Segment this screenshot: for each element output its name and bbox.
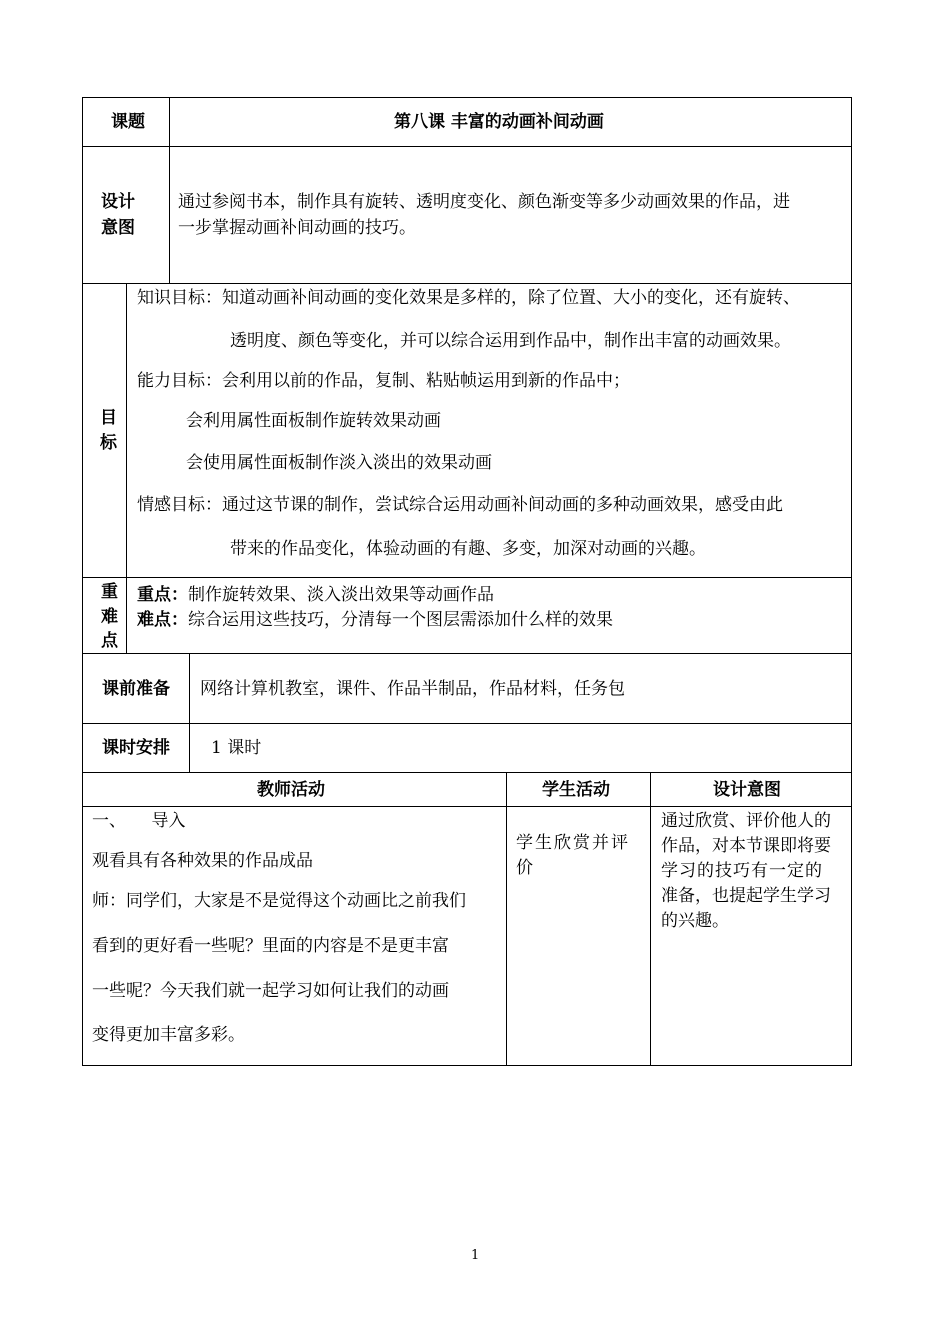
teacher-line: 一些呢？今天我们就一起学习如何让我们的动画 <box>92 981 449 1001</box>
row-divider <box>82 806 852 807</box>
ability-goal-line1: 能力目标：会利用以前的作品，复制、粘贴帧运用到新的作品中； <box>137 371 630 391</box>
row-divider <box>82 653 852 654</box>
keypoints-label-line3: 点 <box>101 631 118 651</box>
page-number: 1 <box>471 1248 480 1263</box>
col-divider <box>189 653 190 723</box>
key-point <box>137 584 494 606</box>
teacher-line: 一、 导入 <box>92 811 186 831</box>
knowledge-goal-line1: 知识目标：知道动画补间动画的变化效果是多样的，除了位置、大小的变化，还有旋转、 <box>137 288 800 308</box>
key-point-label: 重点： <box>137 585 188 605</box>
intent-line: 作品，对本节课即将要 <box>661 836 831 856</box>
col-divider <box>126 283 127 577</box>
col-divider <box>189 723 190 772</box>
teacher-line: 师：同学们，大家是不是觉得这个动画比之前我们 <box>92 891 466 911</box>
row-divider <box>82 723 852 724</box>
topic-label: 课题 <box>111 112 145 132</box>
teacher-line: 看到的更好看一些呢？里面的内容是不是更丰富 <box>92 936 449 956</box>
emotion-goal-line2: 带来的作品变化，体验动画的有趣、多变，加深对动画的兴趣。 <box>230 539 706 559</box>
student-line: 学生欣赏并评 <box>516 833 630 853</box>
preparation-label: 课前准备 <box>102 679 170 699</box>
row-divider <box>82 283 852 284</box>
keypoints-label-line2: 难 <box>101 607 118 627</box>
col-divider <box>169 146 170 283</box>
intent-line: 准备，也提起学生学习 <box>661 886 831 906</box>
emotion-goal-line1: 情感目标：通过这节课的制作，尝试综合运用动画补间动画的多种动画效果，感受由此 <box>137 495 783 515</box>
lesson-plan-table <box>82 97 852 1066</box>
student-line: 价 <box>516 858 533 878</box>
schedule-label: 课时安排 <box>102 738 170 758</box>
goals-label-line1: 目 <box>100 408 117 428</box>
intent-line: 通过欣赏、评价他人的 <box>661 811 831 831</box>
design-text-line1: 通过参阅书本，制作具有旋转、透明度变化、颜色渐变等多少动画效果的作品，进 <box>178 192 790 212</box>
teacher-line: 观看具有各种效果的作品成品 <box>92 851 313 871</box>
key-point-text: 制作旋转效果、淡入淡出效果等动画作品 <box>188 585 494 605</box>
difficulty-point-text: 综合运用这些技巧，分清每一个图层需添加什么样的效果 <box>188 610 613 630</box>
schedule-text: 1 课时 <box>211 738 262 758</box>
col-divider <box>506 772 507 1066</box>
goals-label-line2: 标 <box>100 433 117 453</box>
row-divider <box>82 772 852 773</box>
difficulty-point <box>137 609 613 631</box>
header-student-activity: 学生活动 <box>542 780 610 800</box>
design-label-line2: 意图 <box>101 218 135 238</box>
design-label-line1: 设计 <box>101 192 135 212</box>
col-divider <box>169 97 170 146</box>
row-divider <box>82 146 852 147</box>
row-divider <box>82 577 852 578</box>
design-text-line2: 一步掌握动画补间动画的技巧。 <box>178 218 416 238</box>
difficulty-point-label: 难点： <box>137 610 188 630</box>
ability-goal-line2: 会利用属性面板制作旋转效果动画 <box>186 411 441 431</box>
intent-line: 学习的技巧有一定的 <box>661 861 823 881</box>
teacher-line: 变得更加丰富多彩。 <box>92 1025 245 1045</box>
keypoints-label-line1: 重 <box>101 582 118 602</box>
preparation-text: 网络计算机教室，课件、作品半制品，作品材料，任务包 <box>200 679 625 699</box>
col-divider <box>650 772 651 1066</box>
topic-title: 第八课 丰富的动画补间动画 <box>394 112 604 132</box>
intent-line: 的兴趣。 <box>661 911 729 931</box>
header-teacher-activity: 教师活动 <box>257 780 325 800</box>
header-design-intent: 设计意图 <box>713 780 781 800</box>
knowledge-goal-line2: 透明度、颜色等变化，并可以综合运用到作品中，制作出丰富的动画效果。 <box>230 331 791 351</box>
ability-goal-line3: 会使用属性面板制作淡入淡出的效果动画 <box>186 453 492 473</box>
col-divider <box>126 577 127 653</box>
